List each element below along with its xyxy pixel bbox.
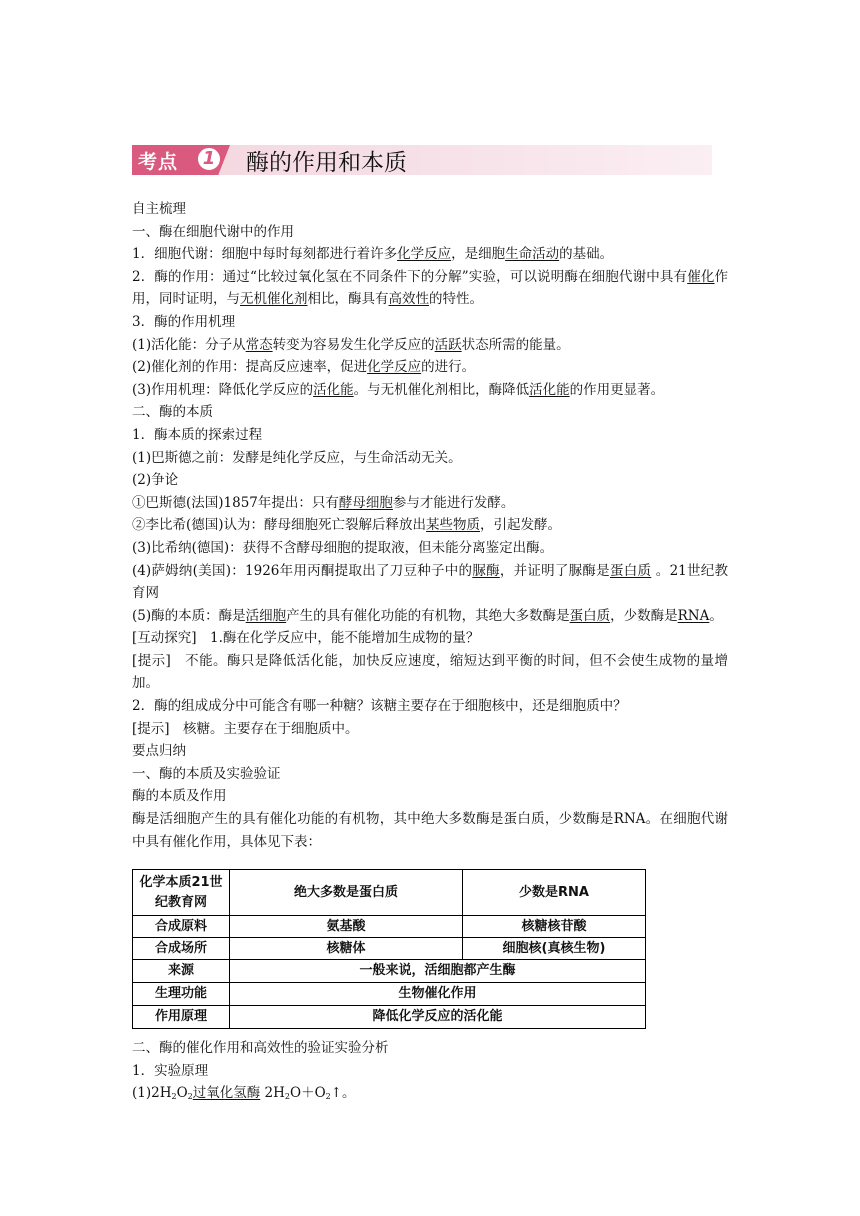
paragraph: (5)酶的本质：酶是活细胞产生的具有催化功能的有机物，其绝大多数酶是蛋白质，少数酶是RNA。 (132, 607, 723, 624)
paragraph: [提示] 不能。酶只是降低活化能，加快反应速度，缩短达到平衡的时间，但不会使生成物的量增加。 (132, 652, 728, 692)
paragraph: (3)作用机理：降低化学反应的活化能。与无机催化剂相比，酶降低活化能的作用更显著。 (132, 381, 665, 398)
table-cell: 化学本质21世纪教育网 (133, 870, 230, 916)
paragraph: 要点归纳 (132, 743, 186, 760)
table-cell: 核糖核苷酸 (463, 916, 646, 938)
table-cell: 生物催化作用 (230, 983, 646, 1006)
banner-number-badge: 1 (196, 146, 222, 172)
paragraph: 酶是活细胞产生的具有催化功能的有机物，其中绝大多数酶是蛋白质，少数酶是RNA。在细胞代谢中具有催化作用，具体见下表： (132, 811, 728, 850)
table-cell: 生理功能 (133, 983, 230, 1006)
paragraph: 1．细胞代谢：细胞中每时每刻都进行着许多化学反应，是细胞生命活动的基础。 (132, 246, 614, 263)
table-cell: 作用原理 (133, 1006, 230, 1029)
table-cell: 合成场所 (133, 938, 230, 960)
paragraph: 酶的本质及作用 (132, 788, 227, 805)
table-cell: 氨基酸 (230, 916, 463, 938)
heading-2: 二、酶的本质 (132, 404, 213, 421)
document-body-continued (132, 1037, 728, 1109)
paragraph: ①巴斯德(法国)1857年提出：只有酵母细胞参与才能进行发酵。 (132, 494, 515, 511)
paragraph: 一、酶的本质及实验验证 (132, 765, 281, 782)
enzyme-table (132, 869, 646, 1029)
table-cell: 少数是RNA (463, 870, 646, 916)
paragraph: [互动探究] 1.酶在化学反应中，能不能增加生成物的量？ (132, 630, 480, 647)
paragraph: (1)巴斯德之前：发酵是纯化学反应，与生命活动无关。 (132, 449, 462, 466)
table-cell: 合成原料 (133, 916, 230, 938)
table-cell: 细胞核(真核生物) (463, 938, 646, 960)
paragraph: (4)萨姆纳(美国)：1926年用丙酮提取出了刀豆种子中的脲酶，并证明了脲酶是蛋白质 。21世纪教育网 (132, 562, 729, 602)
paragraph: 2．酶的作用：通过“比较过氧化氢在不同条件下的分解”实验，可以说明酶在细胞代谢中具有催化作用，同时证明，与无机催化剂相比，酶具有高效性的特性。 (132, 268, 728, 308)
table-cell: 绝大多数是蛋白质 (230, 870, 463, 916)
paragraph: 2．酶的组成成分中可能含有哪一种糖？该糖主要存在于细胞核中，还是细胞质中？ (132, 698, 627, 715)
paragraph: (1)活化能：分子从常态转变为容易发生化学反应的活跃状态所需的能量。 (132, 336, 570, 353)
banner-tag-label: 考点 (138, 151, 179, 173)
heading-1: 一、酶在细胞代谢中的作用 (132, 223, 294, 240)
paragraph: (2)催化剂的作用：提高反应速率，促进化学反应的进行。 (132, 359, 476, 376)
section-banner (132, 145, 712, 175)
subheading-zizhu: 自主梳理 (132, 201, 186, 217)
paragraph: (2)争论 (132, 472, 179, 489)
heading-3: 二、酶的催化作用和高效性的验证实验分析 (132, 1040, 389, 1056)
paragraph: 3．酶的作用机理 (132, 313, 236, 330)
paragraph: (3)比希纳(德国)：获得不含酵母细胞的提取液，但未能分离鉴定出酶。 (132, 539, 554, 556)
paragraph: ②李比希(德国)认为：酵母细胞死亡裂解后释放出某些物质，引起发酵。 (132, 517, 562, 534)
document-body (132, 198, 728, 853)
paragraph: [提示] 核糖。主要存在于细胞质中。 (132, 720, 359, 737)
section-title: 酶的作用和本质 (246, 150, 407, 176)
table-cell: 来源 (133, 960, 230, 983)
table-cell: 降低化学反应的活化能 (230, 1006, 646, 1029)
table-cell: 一般来说，活细胞都产生酶 (230, 960, 646, 983)
table-cell: 核糖体 (230, 938, 463, 960)
paragraph: 1．酶本质的探索过程 (132, 426, 263, 443)
reaction-equation: $(1)2H_2O_2$过氧化氢酶 $2H_2O+O_2↑$。 (132, 1085, 356, 1102)
paragraph: 1．实验原理 (132, 1062, 209, 1079)
